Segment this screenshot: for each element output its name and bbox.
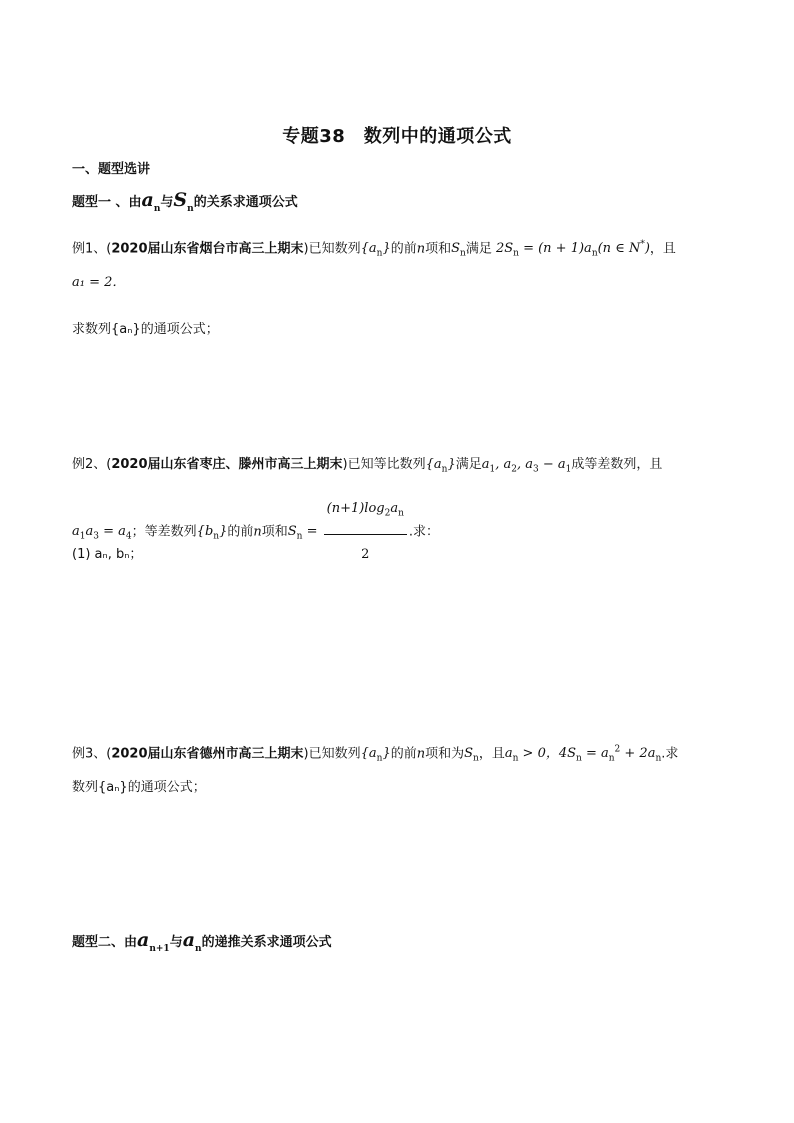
type1-prefix: 题型一 、由 bbox=[72, 195, 142, 210]
text: )已知数列 bbox=[303, 746, 361, 762]
example1-line1 bbox=[72, 235, 676, 264]
type2-prefix: 题型二、由 bbox=[72, 935, 138, 950]
formula: $a_n > 0$，$4S_n = a_n^2 + 2a_n$ bbox=[504, 745, 662, 764]
example2-line1 bbox=[72, 455, 662, 480]
example-label: 例2、( bbox=[72, 457, 112, 472]
formula: n bbox=[416, 241, 426, 257]
type2-heading bbox=[72, 930, 332, 959]
example3-line1 bbox=[72, 740, 678, 769]
formula: $\{a_n\}$ bbox=[360, 746, 391, 764]
type1-heading bbox=[72, 190, 298, 219]
formula: $a_1$, $a_2$, $a_3 - a_1$ bbox=[481, 457, 572, 475]
example-label: 例3、( bbox=[72, 746, 112, 762]
example-label: 例1、( bbox=[72, 241, 112, 257]
text: ，且 bbox=[649, 241, 676, 257]
example1-question: 求数列{aₙ}的通项公式； bbox=[72, 322, 219, 337]
example-source: 2020届山东省枣庄、滕州市高三上期末 bbox=[111, 457, 343, 472]
formula: $2S_n = (n + 1)a_n(n$ ∈ N*) bbox=[491, 240, 650, 259]
example3-question: 数列{aₙ}的通项公式； bbox=[72, 780, 206, 795]
page-title: 专题38 数列中的通项公式 bbox=[282, 126, 512, 147]
text: 满足 bbox=[455, 457, 482, 472]
formula: $S_n$ = bbox=[287, 524, 322, 542]
formula: $a_n$ bbox=[182, 929, 202, 954]
formula: n bbox=[416, 746, 426, 762]
text: ，且 bbox=[478, 746, 505, 762]
type1-mid: 与 bbox=[160, 195, 174, 210]
text: .求： bbox=[408, 524, 440, 540]
text: 的前 bbox=[390, 241, 417, 257]
text: 项和为 bbox=[425, 746, 465, 762]
text: 满足 bbox=[465, 241, 492, 257]
text: 项和 bbox=[261, 524, 288, 540]
text: )已知等比数列 bbox=[342, 457, 426, 472]
text: 成等差数列，且 bbox=[571, 457, 663, 472]
text: .求 bbox=[661, 746, 679, 762]
type2-mid: 与 bbox=[169, 935, 183, 950]
formula: $a_1a_3 = a_4$ bbox=[72, 524, 132, 542]
formula: $\{b_n\}$ bbox=[196, 524, 228, 542]
text: ；等差数列 bbox=[131, 524, 197, 540]
section-heading: 一、题型选讲 bbox=[72, 162, 151, 177]
example-source: 2020届山东省德州市高三上期末 bbox=[111, 746, 304, 762]
example2-question1: (1) aₙ, bₙ； bbox=[72, 547, 143, 562]
type1-suffix: 的关系求通项公式 bbox=[193, 195, 298, 210]
formula: $S_n$ bbox=[173, 189, 194, 214]
example1-line2: a₁ = 2． bbox=[72, 275, 126, 290]
formula: $\{a_n\}$ bbox=[360, 241, 391, 259]
formula: $\{a_n\}$ bbox=[425, 457, 456, 475]
formula: $S_n$ bbox=[451, 241, 466, 259]
text: )已知数列 bbox=[303, 241, 361, 257]
type2-suffix: 的递推关系求通项公式 bbox=[201, 935, 332, 950]
text: 的前 bbox=[227, 524, 254, 540]
formula: n bbox=[253, 524, 262, 540]
formula: $a_{n+1}$ bbox=[137, 929, 170, 954]
fraction: $\frac{(n+1)\log_2a_n}{2}$ bbox=[324, 490, 407, 574]
formula: $S_n$ bbox=[464, 746, 479, 764]
example-source: 2020届山东省烟台市高三上期末 bbox=[111, 241, 304, 257]
formula: $a_n$ bbox=[141, 189, 161, 214]
text: 项和 bbox=[425, 241, 452, 257]
text: 的前 bbox=[390, 746, 417, 762]
